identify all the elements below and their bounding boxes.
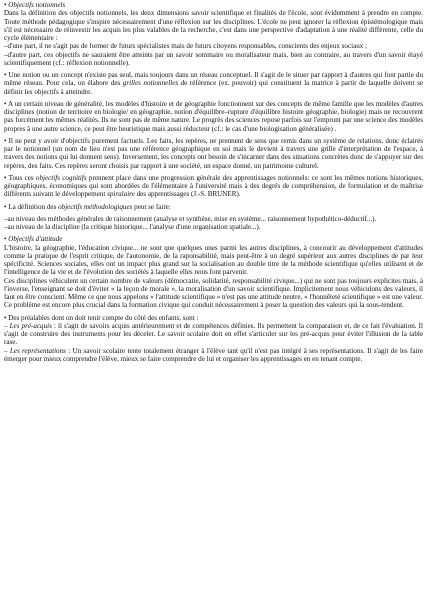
emphasis-objectifs-methodologiques: objectifs méthodologiques xyxy=(58,202,133,211)
text-run: prennent place dans une progression générale des apprentissages notionnels: ce sont les mêmes notions historiques, géographiques, économiques qui sont abordées de l'élémentaire à l'université mais à des degrés de compréhension, de formulation et de maîtrise différents suivant le développement xyxy=(4,173,423,199)
text-run: des apprentissages (J.-S. BRUNER). xyxy=(134,190,241,199)
text-run: • Une notion ou un concept n'existe pas seul, mais toujours dans un réseau conceptuel. Il s'agit de le situer par rapport à d'autres qui font partie du même réseau. Pour cela, on élabore des xyxy=(4,71,423,88)
paragraph-notionnels-intro: Dans la définition des objectifs notionnels, les deux dimensions savoir scientifique et finalités de l'école, sont évidemment à prendre en compte. Toute méthode pédagogique s'inspire nécessairement d'une réflexion sur les disciplines. L'école ne peut ignorer la réflexion épistémologique mais s'il est nécessaire de réinvestir les acquis les plus valables de la recherche, c'est dans une perspective d'adaptation à une réalité différente, celle du cycle élémentaire : xyxy=(4,9,423,42)
text-run: • Tous ces xyxy=(4,173,36,182)
list-item-niveau-discipline: –au niveau de la discipline (la critique historique... l'analyse d'une organisation spatiale...). xyxy=(4,223,261,231)
list-item-citoyens: –d'une part, il ne s'agit pas de former de futurs spécialistes mais de futurs citoyens responsables, conscients des enjeux sociaux ; xyxy=(4,42,368,51)
paragraph-attitude-1: L'histoire, la géographie, l'éducation civique... ne sont que quelques unes parmi les autres disciplines, à concourir au développement d'attitudes comme la pratique de l'esprit critique, de l'autonomie, de la raponsabilité, mais peut-être à un degré supérieur aux autres disciplines de par leur spécificité. Sciences sociales, elles ont un impact plus grand sur la socialisation au double titre de la méthode scientifique qu'elles utilisent et de l'intelligence de la vie et de l'évolution des sociétés à laquelle elles nous font parvenir. xyxy=(4,243,423,277)
paragraph-niveau-generalite: • A un certain niveau de généralité, les modèles d'histoire et de géographie fonctionnent sur des concepts de même famille que les modèles d'autres disciplines (notion de territoire en biologie/ en géographie, notion d'équilibre–rupture d'équilibre histoire géographie, biologie) mais ne recouvrent pas forcément les mêmes réalités. Ils ne sont pas de même nature. Le progrès des sciences repose parfois sur l'emprunt par une science des modèles propres à une autre science, ce peut être heuristique mais aussi réducteur (cf.: le cas d'une biologisation généralisée) . xyxy=(4,99,423,133)
emphasis-pre-acquis: – Les pré-acquis xyxy=(4,321,52,330)
text-run: peut se faire: xyxy=(132,202,171,211)
text-run: de référence (ex. pouvoir) qui constituent la matrice à partir de laquelle doivent se définir les objectifs à atteindre. xyxy=(4,79,423,96)
paragraph-reseau-conceptuel xyxy=(4,71,423,96)
emphasis-grilles-notionnelles: grilles notionnelles xyxy=(122,79,179,88)
paragraph-objectifs-factuels: • Il ne peut y avoir d'objectifs purement factuels. Les faits, les repères, ne prennent de sens que remis dans un système de relations, donc éclairés par le notionnel (un nom de lieu n'est pas une référence géographique en soi mais le devient à travers une grille d'interprétation de l'espace, à travers des notions qui lui donnent sens). Inversement, les concepts ont besoin de s'incarner dans des situations concrètes donc de s'appuyer sur des repères, des faits. Ces repères seront choisis par rapport à une société, un espace donné, un patrimoine culturel. xyxy=(4,136,423,170)
heading-objectifs-notionnels: • Objectifs notionnels xyxy=(4,1,66,9)
list-item-savoir-etaye: –d'autre part, ces objectifs ne sauraient être atteints par un savoir sommaire ou moralisateur mais, bien au contraire, au travers d'un savoir étayé scientifiquement (cf.: réflexion notionnelle). xyxy=(4,50,423,67)
paragraph-prealables-intro: • Des préalables dont on doit tenir compte du côté des enfants, sont : xyxy=(4,313,199,322)
paragraph-objectifs-cognitifs xyxy=(4,174,423,199)
emphasis-spiralaire: spiralaire xyxy=(107,190,135,199)
paragraph-objectifs-methodologiques xyxy=(4,203,423,211)
emphasis-representations: – Les représentations xyxy=(4,346,66,355)
heading-objectifs-attitude: • Objectifs d'attitude xyxy=(4,235,63,244)
list-item-pre-acquis xyxy=(4,322,423,347)
list-item-representations xyxy=(4,347,423,364)
text-run: • La définition des xyxy=(4,202,59,211)
emphasis-objectifs-cognitifs: objectifs cognitifs xyxy=(35,173,87,182)
text-run: : Un savoir scolaire tente totalement étranger à l'élève tant qu'il n'est pas intégré à ses représentations. Il s'agit de les faire émerger pour mieux comprendre l'élève, mieux se faire comprendre de lui et organiser les apprentissages en en tenant compte. xyxy=(4,346,423,363)
list-item-methodes-generales: –au niveau des méthodes générales de raisonnement (analyse et synthèse, mise en système... raisonnement hypothético-déductif...). xyxy=(4,214,377,223)
text-run: : il s'agit de savoirs acquis antérieurement et de compétences définies. Ils permettent la comparaison et, de ce fait l'évaluation. Il s'agit de construire des instruments pour les déceler. Le savoir scolaire doit en effet s'articuler sur les pré-acquis pour éviter l'illusion de la table rase. xyxy=(4,321,423,347)
paragraph-attitude-2: Ces disciplines véhiculent un certain nombre de valeurs (démocratie, solidarité, responsabilité civique...) qui ne sont pas toujours explicites mais, à l'inverse, l'enseignant se doit d'éviter « la leçon de morale », la moralisation d'un savoir scientifique. Implicitement nous véhiculons des valeurs, il faut en être conscient. Même ce que nous appelons « l'attitude scientifique » n'est pas une attitude neutre, « l'honnêteté scientifique » est une valeur. Ce problème est encore plus crucial dans la formation civique qui conduit nécessairement à poser la question des valeurs qui la sous-tendent. xyxy=(4,276,423,310)
